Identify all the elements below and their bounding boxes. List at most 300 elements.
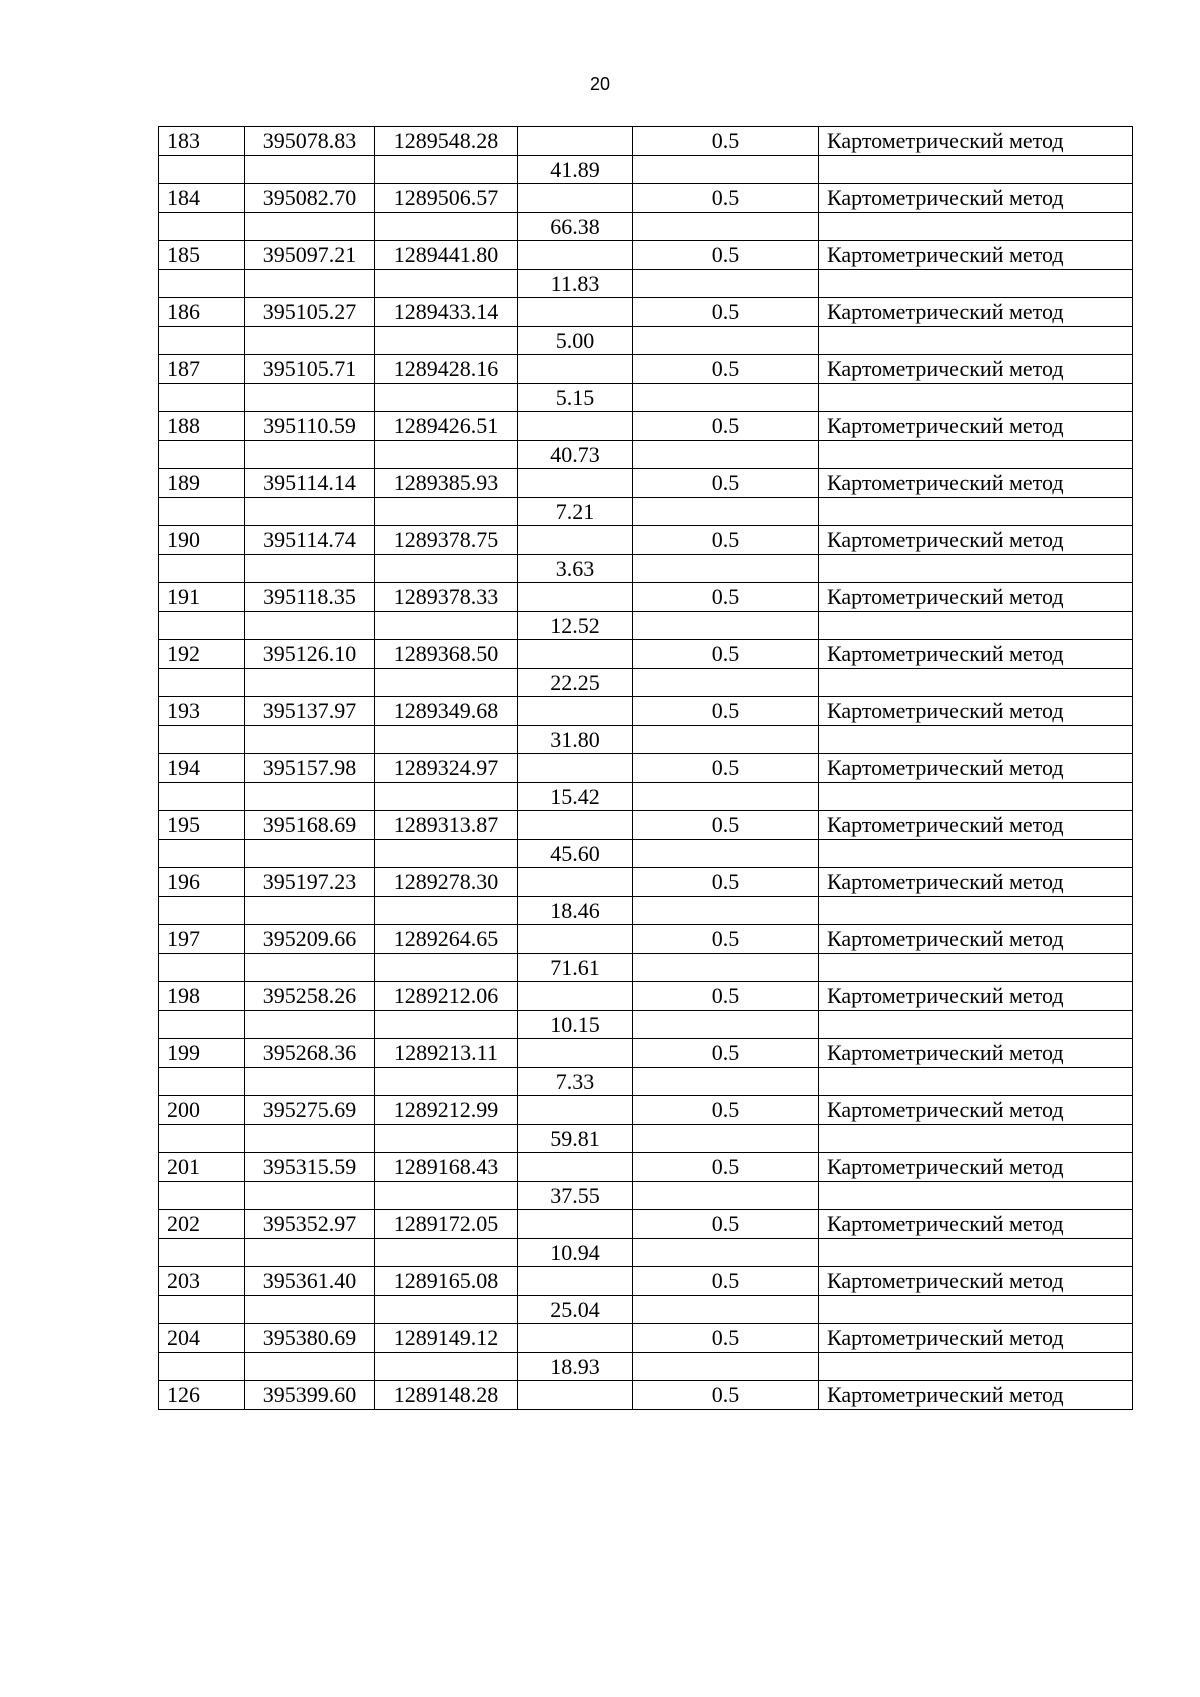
table-row [159, 526, 1133, 555]
segment-length-cell: 45.60 [518, 839, 633, 868]
x-coordinate-cell: 395380.69 [245, 1324, 375, 1353]
empty-cell [245, 497, 375, 526]
segment-length-cell: 7.33 [518, 1067, 633, 1096]
empty-cell [159, 497, 245, 526]
segment-length-cell: 15.42 [518, 782, 633, 811]
y-coordinate-cell: 1289149.12 [375, 1324, 518, 1353]
empty-cell [245, 1238, 375, 1267]
distance-row [159, 1238, 1133, 1267]
x-coordinate-cell: 395258.26 [245, 982, 375, 1011]
accuracy-cell: 0.5 [633, 811, 819, 840]
empty-cell [159, 269, 245, 298]
distance-cell [518, 697, 633, 726]
method-cell: Картометрический метод [819, 241, 1133, 270]
empty-cell [159, 1181, 245, 1210]
x-coordinate-cell: 395197.23 [245, 868, 375, 897]
accuracy-cell: 0.5 [633, 1324, 819, 1353]
y-coordinate-cell: 1289506.57 [375, 184, 518, 213]
y-coordinate-cell: 1289324.97 [375, 754, 518, 783]
segment-length-cell: 66.38 [518, 212, 633, 241]
distance-row [159, 497, 1133, 526]
segment-length-cell: 41.89 [518, 155, 633, 184]
distance-cell [518, 355, 633, 384]
segment-length-cell: 3.63 [518, 554, 633, 583]
accuracy-cell: 0.5 [633, 868, 819, 897]
empty-cell [245, 383, 375, 412]
segment-length-cell: 18.46 [518, 896, 633, 925]
distance-row [159, 212, 1133, 241]
point-number-cell: 189 [159, 469, 245, 498]
empty-cell [245, 839, 375, 868]
empty-cell [375, 839, 518, 868]
table-row [159, 1324, 1133, 1353]
y-coordinate-cell: 1289368.50 [375, 640, 518, 669]
distance-row [159, 440, 1133, 469]
accuracy-cell: 0.5 [633, 1096, 819, 1125]
x-coordinate-cell: 395105.71 [245, 355, 375, 384]
segment-length-cell: 12.52 [518, 611, 633, 640]
table-row [159, 1210, 1133, 1239]
distance-cell [518, 925, 633, 954]
x-coordinate-cell: 395268.36 [245, 1039, 375, 1068]
point-number-cell: 126 [159, 1381, 245, 1410]
distance-cell [518, 982, 633, 1011]
distance-cell [518, 526, 633, 555]
distance-cell [518, 1096, 633, 1125]
empty-cell [819, 668, 1133, 697]
distance-row [159, 668, 1133, 697]
accuracy-cell: 0.5 [633, 241, 819, 270]
distance-cell [518, 469, 633, 498]
point-number-cell: 183 [159, 127, 245, 156]
y-coordinate-cell: 1289378.75 [375, 526, 518, 555]
method-cell: Картометрический метод [819, 754, 1133, 783]
empty-cell [375, 554, 518, 583]
table-row [159, 925, 1133, 954]
empty-cell [819, 725, 1133, 754]
empty-cell [375, 440, 518, 469]
empty-cell [375, 725, 518, 754]
point-number-cell: 197 [159, 925, 245, 954]
table-row [159, 640, 1133, 669]
method-cell: Картометрический метод [819, 925, 1133, 954]
empty-cell [819, 611, 1133, 640]
coordinates-table-body [159, 127, 1133, 1410]
accuracy-cell: 0.5 [633, 469, 819, 498]
table-row [159, 1039, 1133, 1068]
empty-cell [245, 953, 375, 982]
empty-cell [633, 554, 819, 583]
empty-cell [819, 953, 1133, 982]
segment-length-cell: 18.93 [518, 1352, 633, 1381]
segment-length-cell: 22.25 [518, 668, 633, 697]
empty-cell [375, 155, 518, 184]
table-row [159, 868, 1133, 897]
empty-cell [633, 383, 819, 412]
y-coordinate-cell: 1289212.06 [375, 982, 518, 1011]
empty-cell [819, 269, 1133, 298]
empty-cell [819, 1352, 1133, 1381]
empty-cell [819, 326, 1133, 355]
empty-cell [819, 497, 1133, 526]
segment-length-cell: 10.94 [518, 1238, 633, 1267]
point-number-cell: 188 [159, 412, 245, 441]
empty-cell [245, 1352, 375, 1381]
segment-length-cell: 37.55 [518, 1181, 633, 1210]
empty-cell [375, 212, 518, 241]
distance-row [159, 611, 1133, 640]
distance-cell [518, 1039, 633, 1068]
method-cell: Картометрический метод [819, 583, 1133, 612]
table-row [159, 355, 1133, 384]
empty-cell [159, 896, 245, 925]
method-cell: Картометрический метод [819, 298, 1133, 327]
point-number-cell: 203 [159, 1267, 245, 1296]
empty-cell [819, 440, 1133, 469]
table-row [159, 697, 1133, 726]
method-cell: Картометрический метод [819, 1210, 1133, 1239]
y-coordinate-cell: 1289428.16 [375, 355, 518, 384]
x-coordinate-cell: 395097.21 [245, 241, 375, 270]
distance-row [159, 155, 1133, 184]
method-cell: Картометрический метод [819, 1381, 1133, 1410]
empty-cell [245, 1295, 375, 1324]
distance-row [159, 1124, 1133, 1153]
accuracy-cell: 0.5 [633, 298, 819, 327]
page-number: 20 [589, 74, 611, 94]
y-coordinate-cell: 1289349.68 [375, 697, 518, 726]
distance-row [159, 383, 1133, 412]
accuracy-cell: 0.5 [633, 583, 819, 612]
distance-row [159, 782, 1133, 811]
method-cell: Картометрический метод [819, 811, 1133, 840]
table-row [159, 127, 1133, 156]
empty-cell [633, 1010, 819, 1039]
y-coordinate-cell: 1289433.14 [375, 298, 518, 327]
empty-cell [159, 725, 245, 754]
accuracy-cell: 0.5 [633, 526, 819, 555]
accuracy-cell: 0.5 [633, 412, 819, 441]
accuracy-cell: 0.5 [633, 184, 819, 213]
table-row [159, 1096, 1133, 1125]
table-row [159, 184, 1133, 213]
empty-cell [245, 554, 375, 583]
table-row [159, 1153, 1133, 1182]
empty-cell [245, 155, 375, 184]
empty-cell [159, 782, 245, 811]
accuracy-cell: 0.5 [633, 982, 819, 1011]
empty-cell [633, 611, 819, 640]
method-cell: Картометрический метод [819, 982, 1133, 1011]
distance-row [159, 1181, 1133, 1210]
empty-cell [375, 1124, 518, 1153]
x-coordinate-cell: 395126.10 [245, 640, 375, 669]
empty-cell [159, 1352, 245, 1381]
empty-cell [819, 1238, 1133, 1267]
method-cell: Картометрический метод [819, 412, 1133, 441]
point-number-cell: 204 [159, 1324, 245, 1353]
distance-row [159, 554, 1133, 583]
distance-cell [518, 1324, 633, 1353]
distance-cell [518, 1267, 633, 1296]
point-number-cell: 196 [159, 868, 245, 897]
point-number-cell: 194 [159, 754, 245, 783]
distance-row [159, 839, 1133, 868]
empty-cell [159, 554, 245, 583]
accuracy-cell: 0.5 [633, 1039, 819, 1068]
empty-cell [375, 497, 518, 526]
empty-cell [245, 212, 375, 241]
method-cell: Картометрический метод [819, 469, 1133, 498]
empty-cell [633, 896, 819, 925]
accuracy-cell: 0.5 [633, 754, 819, 783]
empty-cell [159, 212, 245, 241]
y-coordinate-cell: 1289212.99 [375, 1096, 518, 1125]
empty-cell [819, 1295, 1133, 1324]
empty-cell [819, 1010, 1133, 1039]
y-coordinate-cell: 1289148.28 [375, 1381, 518, 1410]
empty-cell [245, 896, 375, 925]
empty-cell [819, 155, 1133, 184]
distance-row [159, 896, 1133, 925]
segment-length-cell: 7.21 [518, 497, 633, 526]
empty-cell [633, 725, 819, 754]
distance-cell [518, 640, 633, 669]
empty-cell [159, 326, 245, 355]
empty-cell [819, 1067, 1133, 1096]
x-coordinate-cell: 395157.98 [245, 754, 375, 783]
segment-length-cell: 11.83 [518, 269, 633, 298]
empty-cell [633, 1181, 819, 1210]
method-cell: Картометрический метод [819, 1096, 1133, 1125]
segment-length-cell: 59.81 [518, 1124, 633, 1153]
empty-cell [159, 155, 245, 184]
table-row [159, 583, 1133, 612]
empty-cell [159, 668, 245, 697]
y-coordinate-cell: 1289278.30 [375, 868, 518, 897]
empty-cell [633, 953, 819, 982]
x-coordinate-cell: 395114.14 [245, 469, 375, 498]
empty-cell [633, 782, 819, 811]
empty-cell [375, 668, 518, 697]
distance-cell [518, 811, 633, 840]
table-row [159, 241, 1133, 270]
method-cell: Картометрический метод [819, 697, 1133, 726]
accuracy-cell: 0.5 [633, 127, 819, 156]
y-coordinate-cell: 1289548.28 [375, 127, 518, 156]
y-coordinate-cell: 1289264.65 [375, 925, 518, 954]
x-coordinate-cell: 395082.70 [245, 184, 375, 213]
point-number-cell: 200 [159, 1096, 245, 1125]
x-coordinate-cell: 395315.59 [245, 1153, 375, 1182]
empty-cell [819, 1124, 1133, 1153]
y-coordinate-cell: 1289378.33 [375, 583, 518, 612]
empty-cell [245, 611, 375, 640]
distance-row [159, 953, 1133, 982]
empty-cell [375, 611, 518, 640]
empty-cell [245, 1067, 375, 1096]
method-cell: Картометрический метод [819, 1039, 1133, 1068]
method-cell: Картометрический метод [819, 1324, 1133, 1353]
empty-cell [159, 1124, 245, 1153]
point-number-cell: 195 [159, 811, 245, 840]
distance-row [159, 1010, 1133, 1039]
empty-cell [245, 1181, 375, 1210]
distance-cell [518, 1153, 633, 1182]
y-coordinate-cell: 1289165.08 [375, 1267, 518, 1296]
point-number-cell: 202 [159, 1210, 245, 1239]
empty-cell [375, 896, 518, 925]
x-coordinate-cell: 395275.69 [245, 1096, 375, 1125]
empty-cell [159, 839, 245, 868]
empty-cell [375, 1295, 518, 1324]
x-coordinate-cell: 395105.27 [245, 298, 375, 327]
x-coordinate-cell: 395114.74 [245, 526, 375, 555]
empty-cell [245, 668, 375, 697]
method-cell: Картометрический метод [819, 355, 1133, 384]
distance-row [159, 1295, 1133, 1324]
point-number-cell: 186 [159, 298, 245, 327]
empty-cell [633, 1067, 819, 1096]
empty-cell [375, 1238, 518, 1267]
table-row [159, 412, 1133, 441]
method-cell: Картометрический метод [819, 1267, 1133, 1296]
empty-cell [375, 383, 518, 412]
point-number-cell: 192 [159, 640, 245, 669]
empty-cell [633, 497, 819, 526]
accuracy-cell: 0.5 [633, 1267, 819, 1296]
empty-cell [245, 1010, 375, 1039]
method-cell: Картометрический метод [819, 127, 1133, 156]
distance-cell [518, 1381, 633, 1410]
empty-cell [375, 1352, 518, 1381]
accuracy-cell: 0.5 [633, 1381, 819, 1410]
empty-cell [159, 1238, 245, 1267]
empty-cell [159, 383, 245, 412]
distance-cell [518, 184, 633, 213]
segment-length-cell: 5.15 [518, 383, 633, 412]
empty-cell [245, 782, 375, 811]
distance-cell [518, 583, 633, 612]
y-coordinate-cell: 1289426.51 [375, 412, 518, 441]
point-number-cell: 187 [159, 355, 245, 384]
x-coordinate-cell: 395078.83 [245, 127, 375, 156]
accuracy-cell: 0.5 [633, 355, 819, 384]
empty-cell [159, 953, 245, 982]
distance-row [159, 1067, 1133, 1096]
segment-length-cell: 71.61 [518, 953, 633, 982]
empty-cell [245, 1124, 375, 1153]
empty-cell [633, 212, 819, 241]
empty-cell [375, 1010, 518, 1039]
segment-length-cell: 10.15 [518, 1010, 633, 1039]
distance-cell [518, 868, 633, 897]
empty-cell [819, 782, 1133, 811]
method-cell: Картометрический метод [819, 184, 1133, 213]
empty-cell [819, 383, 1133, 412]
x-coordinate-cell: 395361.40 [245, 1267, 375, 1296]
empty-cell [633, 1295, 819, 1324]
x-coordinate-cell: 395118.35 [245, 583, 375, 612]
empty-cell [819, 212, 1133, 241]
point-number-cell: 184 [159, 184, 245, 213]
empty-cell [245, 440, 375, 469]
distance-cell [518, 241, 633, 270]
point-number-cell: 185 [159, 241, 245, 270]
y-coordinate-cell: 1289441.80 [375, 241, 518, 270]
accuracy-cell: 0.5 [633, 640, 819, 669]
empty-cell [245, 725, 375, 754]
y-coordinate-cell: 1289385.93 [375, 469, 518, 498]
x-coordinate-cell: 395399.60 [245, 1381, 375, 1410]
empty-cell [375, 1181, 518, 1210]
empty-cell [375, 1067, 518, 1096]
y-coordinate-cell: 1289213.11 [375, 1039, 518, 1068]
accuracy-cell: 0.5 [633, 1210, 819, 1239]
empty-cell [159, 1067, 245, 1096]
distance-cell [518, 754, 633, 783]
method-cell: Картометрический метод [819, 640, 1133, 669]
coordinates-table [158, 126, 1133, 1410]
table-row [159, 811, 1133, 840]
empty-cell [159, 1295, 245, 1324]
point-number-cell: 190 [159, 526, 245, 555]
table-row [159, 1381, 1133, 1410]
empty-cell [245, 326, 375, 355]
point-number-cell: 193 [159, 697, 245, 726]
empty-cell [245, 269, 375, 298]
table-row [159, 298, 1133, 327]
point-number-cell: 201 [159, 1153, 245, 1182]
method-cell: Картометрический метод [819, 1153, 1133, 1182]
distance-cell [518, 412, 633, 441]
empty-cell [819, 896, 1133, 925]
distance-cell [518, 1210, 633, 1239]
x-coordinate-cell: 395209.66 [245, 925, 375, 954]
distance-cell [518, 127, 633, 156]
empty-cell [819, 1181, 1133, 1210]
empty-cell [375, 269, 518, 298]
empty-cell [633, 1352, 819, 1381]
table-row [159, 754, 1133, 783]
empty-cell [633, 440, 819, 469]
y-coordinate-cell: 1289168.43 [375, 1153, 518, 1182]
empty-cell [819, 554, 1133, 583]
empty-cell [633, 839, 819, 868]
x-coordinate-cell: 395168.69 [245, 811, 375, 840]
method-cell: Картометрический метод [819, 868, 1133, 897]
point-number-cell: 199 [159, 1039, 245, 1068]
segment-length-cell: 25.04 [518, 1295, 633, 1324]
empty-cell [375, 782, 518, 811]
x-coordinate-cell: 395137.97 [245, 697, 375, 726]
segment-length-cell: 5.00 [518, 326, 633, 355]
distance-row [159, 269, 1133, 298]
empty-cell [159, 611, 245, 640]
empty-cell [159, 440, 245, 469]
distance-row [159, 326, 1133, 355]
empty-cell [633, 1238, 819, 1267]
y-coordinate-cell: 1289172.05 [375, 1210, 518, 1239]
table-row [159, 1267, 1133, 1296]
point-number-cell: 191 [159, 583, 245, 612]
distance-cell [518, 298, 633, 327]
empty-cell [819, 839, 1133, 868]
empty-cell [633, 326, 819, 355]
x-coordinate-cell: 395110.59 [245, 412, 375, 441]
distance-row [159, 725, 1133, 754]
y-coordinate-cell: 1289313.87 [375, 811, 518, 840]
